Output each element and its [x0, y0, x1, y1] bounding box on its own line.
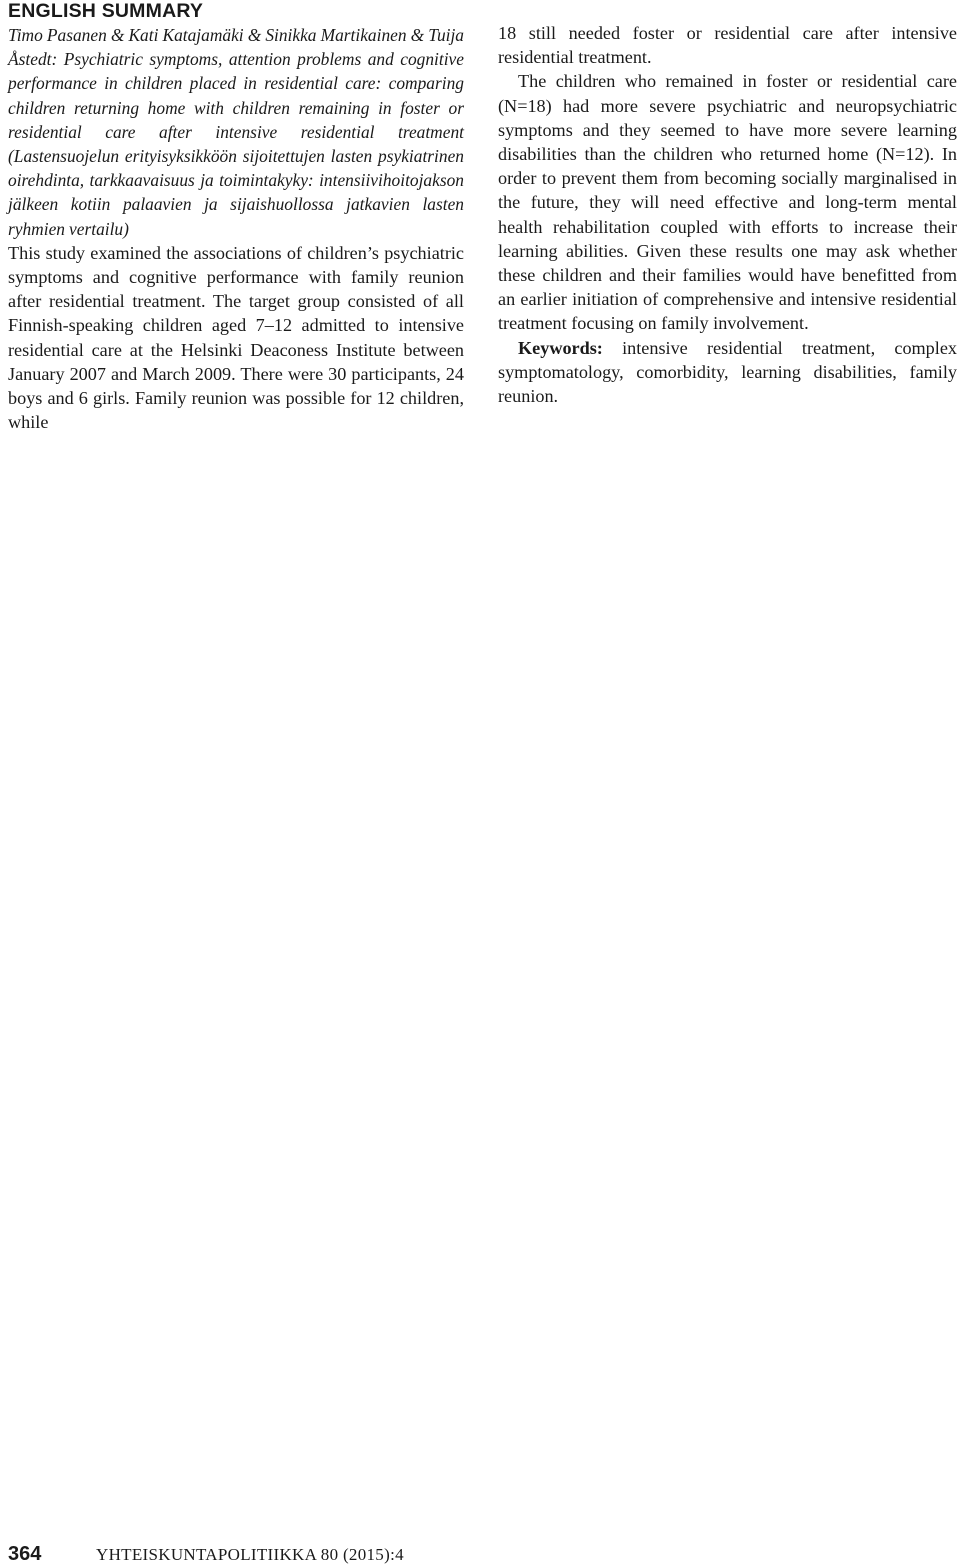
keywords-label: Keywords:	[518, 337, 603, 358]
page-footer	[8, 1543, 404, 1567]
section-heading: ENGLISH SUMMARY	[8, 0, 204, 22]
page-number: 364	[8, 1543, 42, 1565]
journal-reference: YHTEISKUNTAPOLITIIKKA 80 (2015):4	[96, 1545, 404, 1564]
keywords	[498, 336, 957, 409]
keywords-text: intensive residential treatment, complex symptomatology, comorbidity, learning disabilities, family reunion.	[498, 337, 957, 407]
right-column	[498, 21, 957, 408]
abstract-paragraph-1-part-2: 18 still needed foster or residential care after intensive residential treatment.	[498, 23, 957, 68]
article-title: Timo Pasanen & Kati Katajamäki & Sinikka Martikainen & Tuija Åstedt: Psychiatric symptoms, attention problems and cognitive performance in children placed in residential care: comparing children returning home with children remaining in foster or residential care after intensive residential treatment (Lastensuojelun erityisyksikköön sijoitettujen lasten psykiatrinen oirehdinta, tarkkaavaisuus ja toimintakyky: intensiivihoitojakson jälkeen kotiin palaavien ja sijaishuollossa jatkavien lasten ryhmien vertailu)	[8, 25, 464, 239]
abstract-paragraph-2: The children who remained in foster or residential care (N=18) had more severe psychiatric and neuropsychiatric symptoms and they seemed to have more severe learning disabilities than the children who returned home (N=12). In order to prevent them from becoming socially marginalised in the future, they will need effective and long-term mental health rehabilitation coupled with efforts to increase their learning abilities. Given these results one may ask whether these children and their families would have benefitted from an earlier initiation of comprehensive and intensive residential treatment focusing on family involvement.	[498, 71, 957, 334]
left-column	[8, 0, 464, 434]
abstract-paragraph-1-part-1: This study examined the associations of children’s psychiatric symptoms and cognitive performance with family reunion after residential treatment. The target group consisted of all Finnish-speaking children aged 7–12 admitted to intensive residential care at the Helsinki Deaconess Institute between January 2007 and March 2009. There were 30 participants, 24 boys and 6 girls. Family reunion was possible for 12 children, while	[8, 242, 464, 433]
